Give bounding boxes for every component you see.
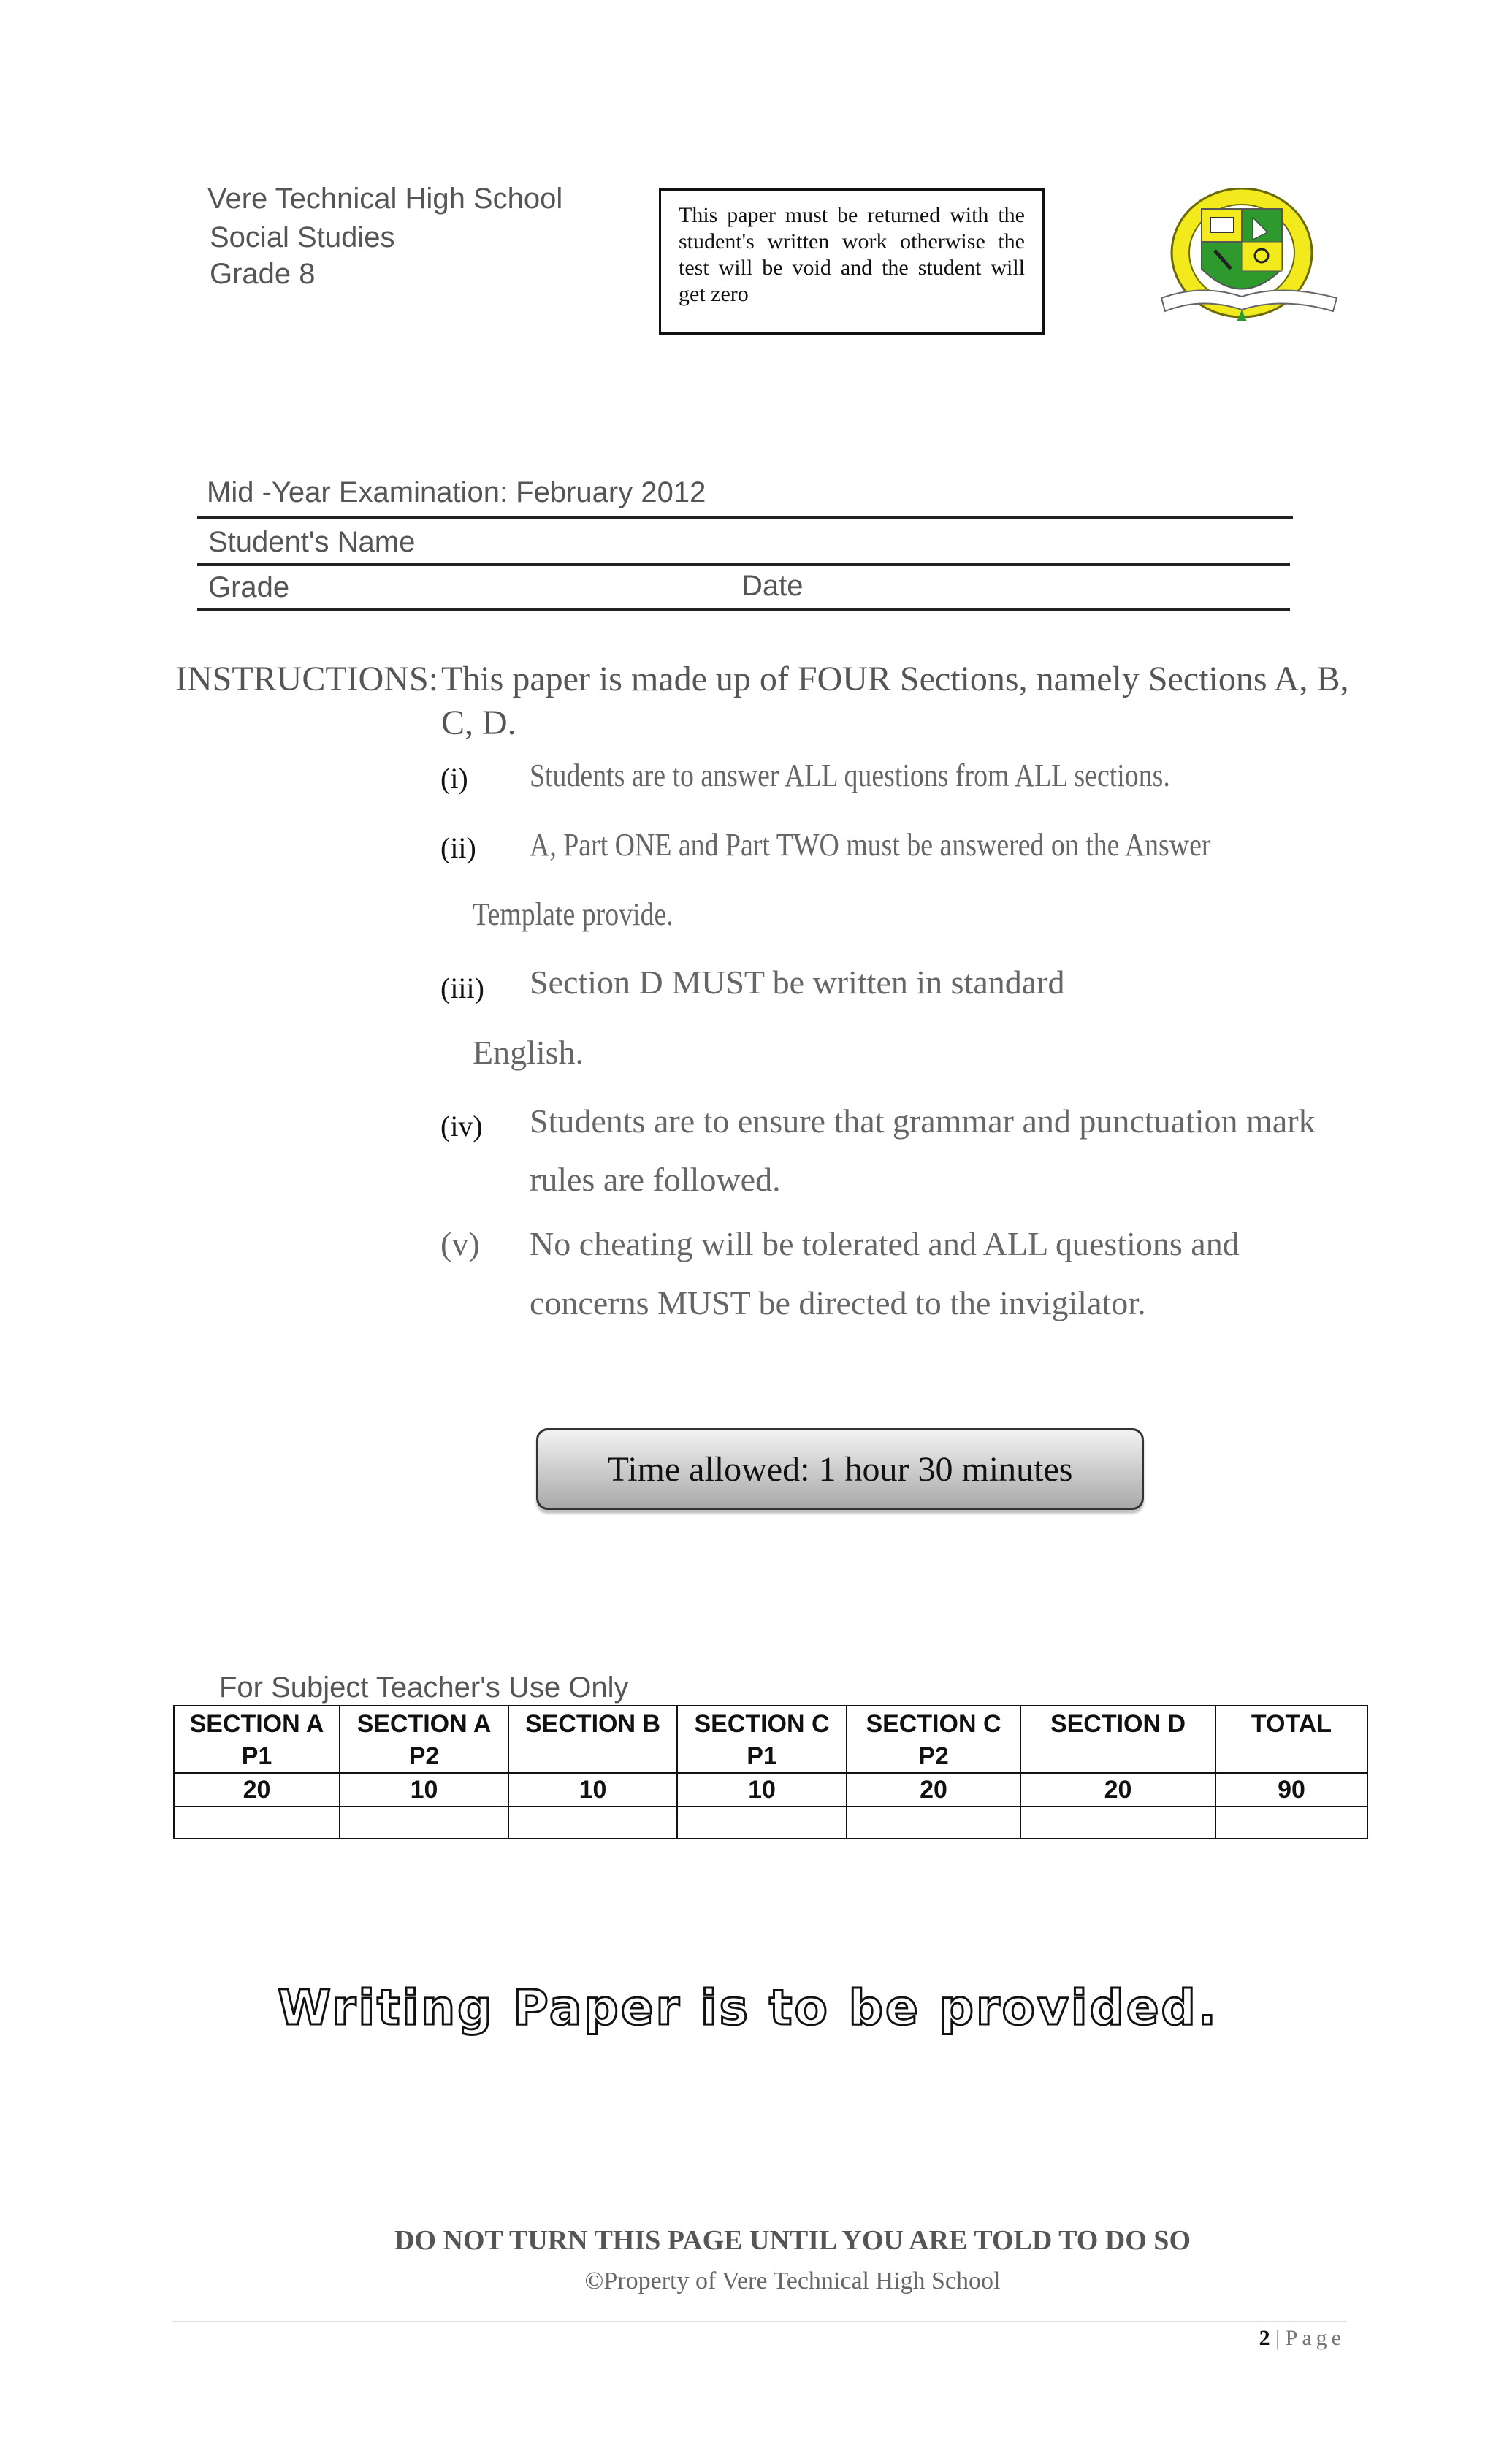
header-section-a-p2: SECTION A P2 [340,1706,508,1773]
header-section-c-p2: SECTION C P2 [847,1706,1020,1773]
max-marks-cell: 90 [1216,1773,1367,1807]
score-cell[interactable] [1020,1807,1216,1839]
page-label: Page [1285,2326,1346,2350]
instruction-text-2: A, Part ONE and Part TWO must be answered on the Answer [530,827,1211,863]
instruction-num-2: (ii) [440,831,476,864]
time-allowed-text: Time allowed: 1 hour 30 minutes [607,1449,1073,1489]
marks-header-row [174,1706,1367,1773]
instructions-label: INSTRUCTIONS: [175,660,439,698]
instruction-num-1: (i) [440,762,468,795]
score-cell[interactable] [847,1807,1020,1839]
score-cell[interactable] [1216,1807,1367,1839]
instructions-intro-cont: C, D. [441,703,516,742]
max-marks-cell: 20 [847,1773,1020,1807]
instruction-text-5: No cheating will be tolerated and ALL questions and [530,1225,1240,1262]
header-section-a-p1: SECTION A P1 [174,1706,340,1773]
score-entry-row [174,1807,1367,1839]
time-allowed-box [536,1428,1144,1510]
grade-level: Grade 8 [210,258,316,290]
footer-divider [173,2321,1346,2322]
subject-name: Social Studies [210,221,395,253]
date-label: Date [741,570,804,602]
instruction-text-4-cont: rules are followed. [530,1161,781,1198]
header-section-c-p1: SECTION C P1 [677,1706,847,1773]
instruction-text-4: Students are to ensure that grammar and punctuation mark [530,1102,1316,1140]
grade-date-field[interactable] [197,608,1290,611]
header-section-d: SECTION D [1020,1706,1216,1773]
instruction-text-5-cont: concerns MUST be directed to the invigilator. [530,1284,1146,1321]
header-section-b: SECTION B [508,1706,677,1773]
page-number-separator: | [1275,2326,1281,2350]
instruction-text-2-cont: Template provide. [473,896,673,932]
exam-title: Mid -Year Examination: February 2012 [207,476,706,508]
page-number-value: 2 [1259,2326,1270,2350]
instruction-num-4: (iv) [440,1110,483,1143]
instruction-text-1: Students are to answer ALL questions from ALL sections. [530,758,1170,793]
school-name: Vere Technical High School [207,183,563,215]
marks-table [173,1705,1368,1839]
crest-graphic [1158,188,1340,335]
writing-paper-note: Writing Paper is to be provided. [278,1980,1218,2036]
grade-label: Grade [208,571,290,603]
max-marks-cell: 10 [677,1773,847,1807]
max-marks-row [174,1773,1367,1807]
instructions-intro: This paper is made up of FOUR Sections, namely Sections A, B, [441,660,1349,698]
page-number [1259,2326,1346,2351]
do-not-turn-warning: DO NOT TURN THIS PAGE UNTIL YOU ARE TOLD TO DO SO [394,2225,1191,2256]
instruction-num-5: (v) [440,1225,480,1262]
marks-table-caption: For Subject Teacher's Use Only [219,1671,629,1704]
exam-title-underline [197,516,1293,519]
max-marks-cell: 10 [340,1773,508,1807]
max-marks-cell: 20 [174,1773,340,1807]
max-marks-cell: 10 [508,1773,677,1807]
max-marks-cell: 20 [1020,1773,1216,1807]
return-paper-notice: This paper must be returned with the student's written work otherwise the test will be void and the student will get zero [659,188,1045,335]
header-total: TOTAL [1216,1706,1367,1773]
score-cell[interactable] [174,1807,340,1839]
instruction-text-3-cont: English. [473,1034,584,1071]
instruction-text-3: Section D MUST be written in standard [530,964,1065,1001]
score-cell[interactable] [677,1807,847,1839]
student-name-label: Student's Name [208,526,416,558]
instruction-num-3: (iii) [440,972,484,1004]
student-name-field[interactable] [197,563,1290,566]
school-crest [1158,188,1340,335]
property-notice: ©Property of Vere Technical High School [584,2267,1001,2295]
score-cell[interactable] [508,1807,677,1839]
score-cell[interactable] [340,1807,508,1839]
